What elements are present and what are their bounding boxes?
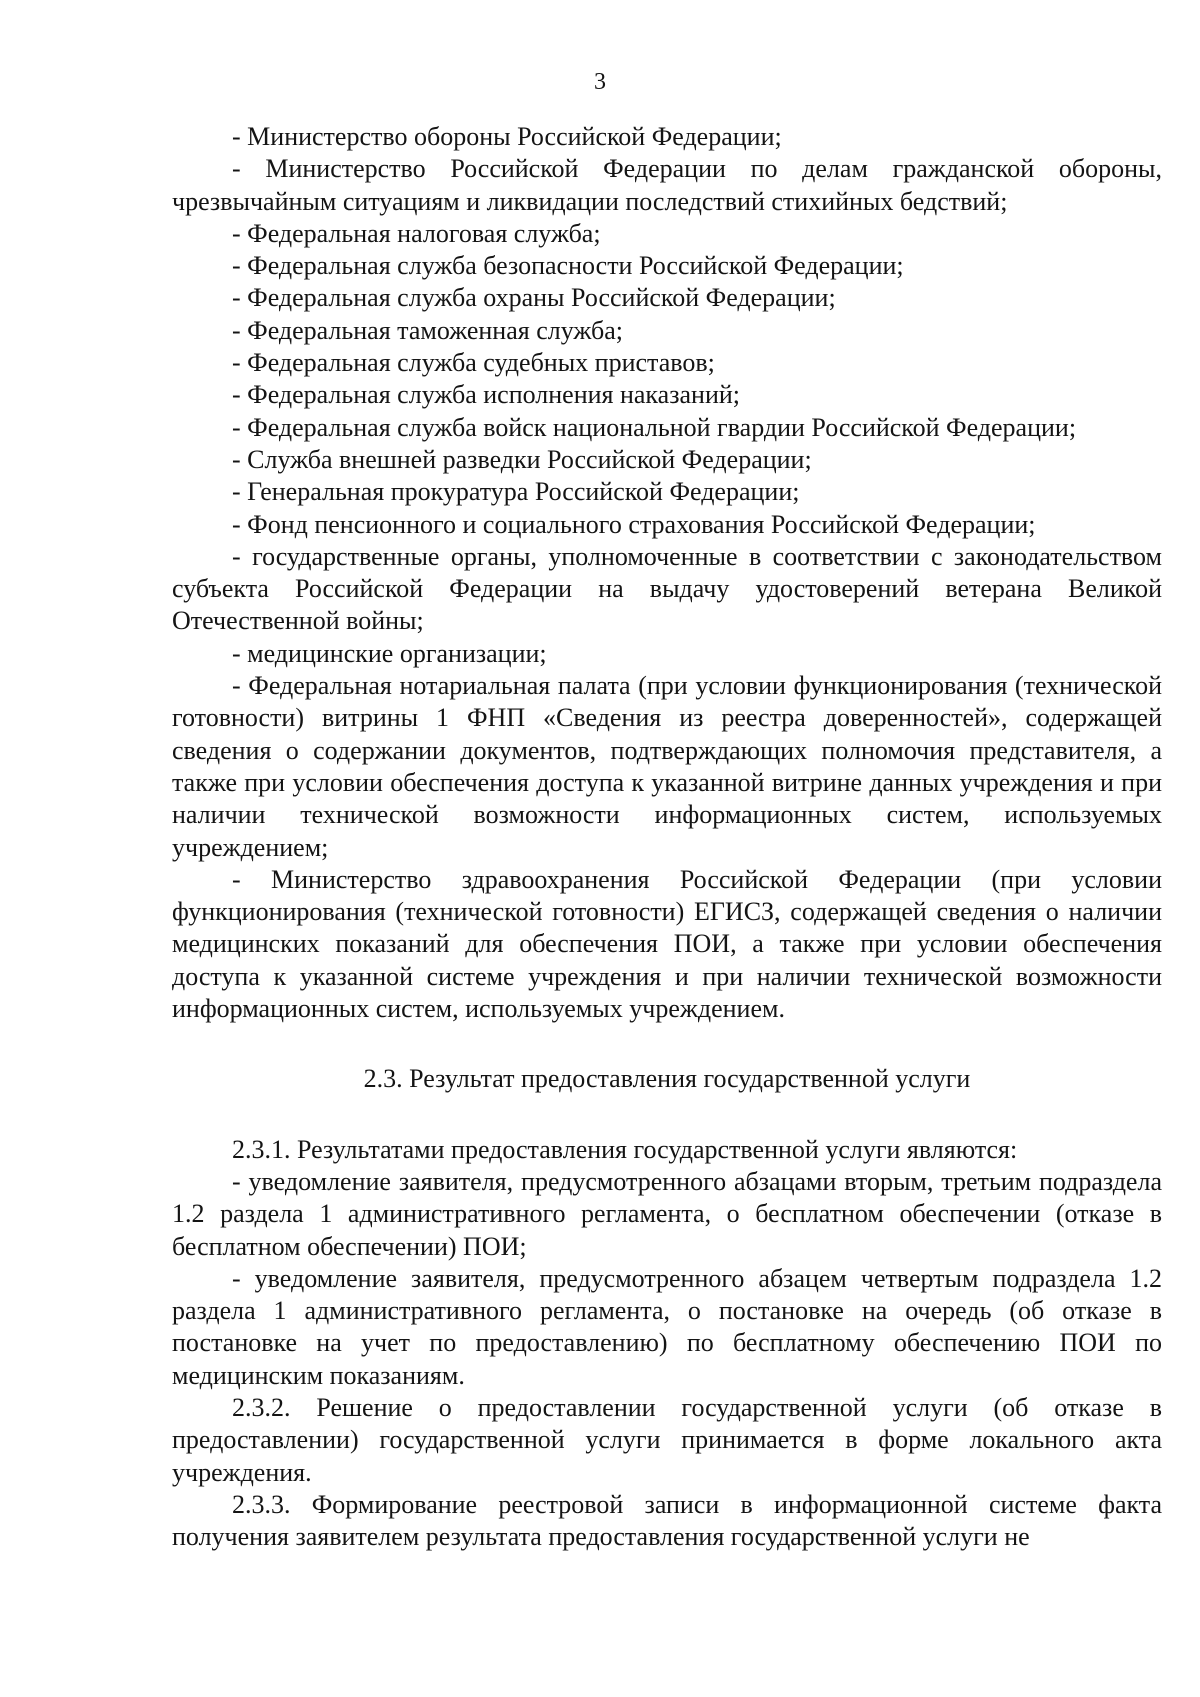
paragraph: - Федеральная служба охраны Российской Федерации; xyxy=(232,283,836,313)
paragraph: - Министерство здравоохранения Российской Федерации (при условии функционирования (технической готовности) ЕГИСЗ, содержащей сведения о наличии медицинских показаний для обеспечения ПОИ, а также при условии обеспечения доступа к указанной системе учреждения и при наличии технической возможности информационных систем, используемых учреждением. xyxy=(172,864,1162,1024)
paragraph: - Министерство обороны Российской Федерации; xyxy=(232,122,782,151)
paragraph: - Федеральная служба судебных приставов; xyxy=(232,348,715,378)
paragraph: - Федеральная служба исполнения наказаний; xyxy=(232,380,740,410)
section-paragraph: 2.3.3. Формирование реестровой записи в информационной системе факта получения заявителем результата предоставления государственной услуги не xyxy=(172,1489,1162,1552)
paragraph: - Федеральная таможенная служба; xyxy=(232,315,623,345)
section-paragraph: - уведомление заявителя, предусмотренного абзацами вторым, третьим подраздела 1.2 раздела 1 административного регламента, о бесплатном обеспечении (отказе в бесплатном обеспечении) ПОИ; xyxy=(172,1166,1162,1261)
paragraph: - Федеральная нотариальная палата (при условии функционирования (технической готовности) витрины 1 ФНП «Сведения из реестра доверенностей», содержащей сведения о содержании документов, подтверждающих полномочия представителя, а также при условии обеспечения доступа к указанной витрине данных учреждения и при наличии технической возможности информационных систем, используемых учреждением; xyxy=(172,671,1162,862)
paragraph: - Служба внешней разведки Российской Федерации; xyxy=(232,444,812,474)
paragraph: - Генеральная прокуратура Российской Федерации; xyxy=(232,477,800,507)
paragraph: - Федеральная служба безопасности Российской Федерации; xyxy=(232,251,904,281)
paragraph: - Фонд пенсионного и социального страхования Российской Федерации; xyxy=(232,509,1036,539)
page-number: 3 xyxy=(594,69,606,95)
section-paragraph: 2.3.1. Результатами предоставления государственной услуги являются: xyxy=(232,1134,1018,1164)
paragraph: - Федеральная налоговая служба; xyxy=(232,218,601,248)
section-paragraph: - уведомление заявителя, предусмотренного абзацем четвертым подраздела 1.2 раздела 1 административного регламента, о постановке на очередь (об отказе в постановке на учет по предоставлению) по бесплатному обеспечению ПОИ по медицинским показаниям. xyxy=(172,1263,1162,1390)
paragraph: - медицинские организации; xyxy=(232,638,547,668)
section-heading: 2.3. Результат предоставления государственной услуги xyxy=(363,1064,971,1094)
paragraph: - государственные органы, уполномоченные в соответствии с законодательством субъекта Российской Федерации на выдачу удостоверений ветерана Великой Отечественной войны; xyxy=(172,541,1162,636)
document-body xyxy=(172,121,1162,1553)
paragraph: - Министерство Российской Федерации по делам гражданской обороны, чрезвычайным ситуациям и ликвидации последствий стихийных бедствий; xyxy=(172,154,1162,216)
section-paragraph: 2.3.2. Решение о предоставлении государственной услуги (об отказе в предоставлении) государственной услуги принимается в форме локального акта учреждения. xyxy=(172,1392,1162,1487)
paragraph: - Федеральная служба войск национальной гвардии Российской Федерации; xyxy=(232,412,1077,442)
